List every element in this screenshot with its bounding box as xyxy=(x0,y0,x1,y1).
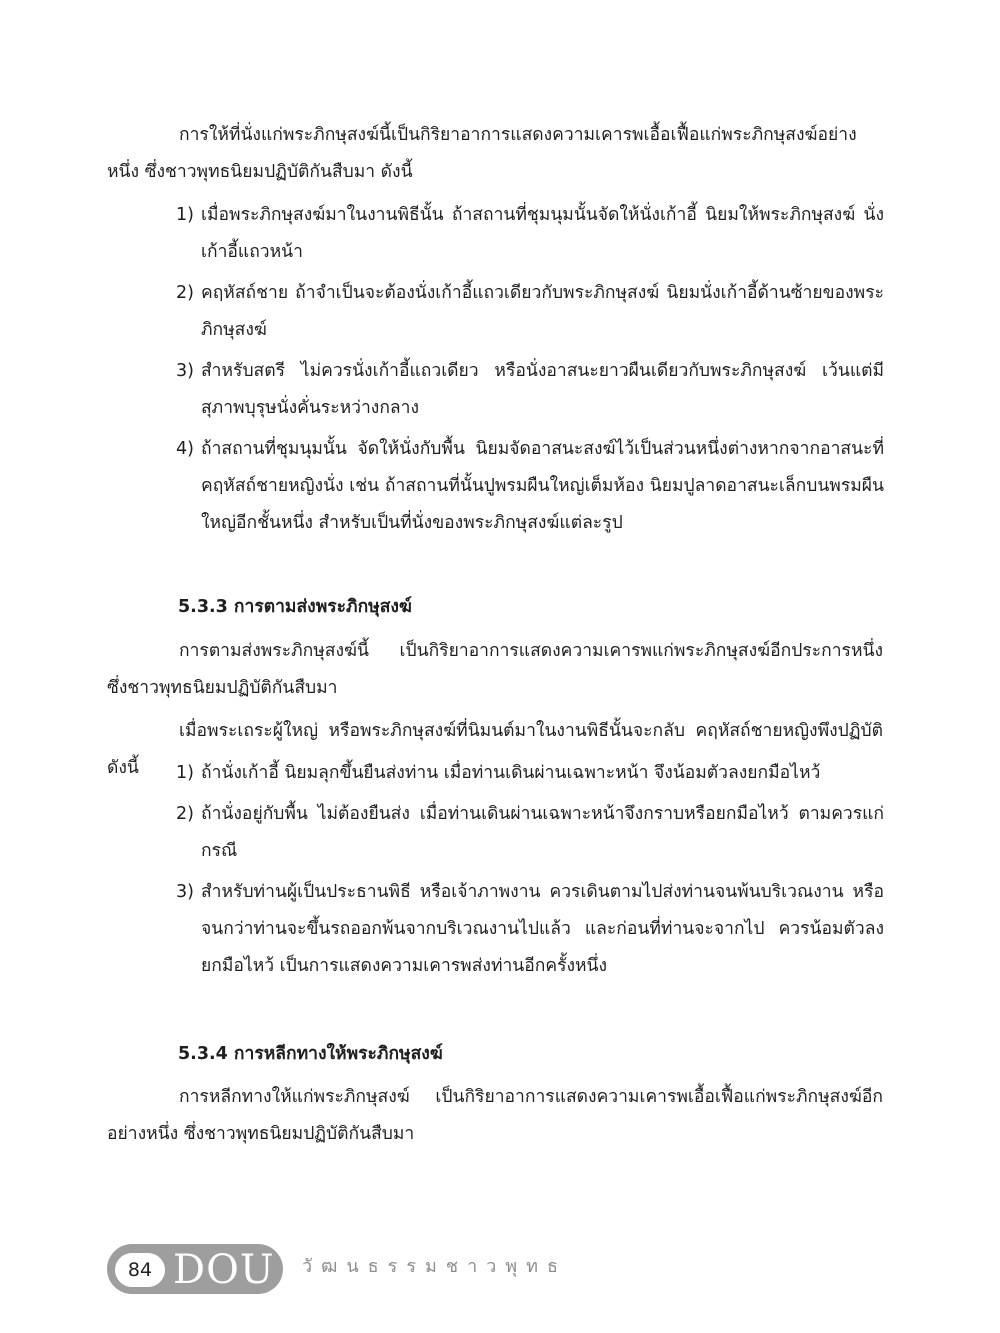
list-item-text: สำหรับสตรี ไม่ควรนั่งเก้าอี้แถวเดียว หรือนั่งอาสนะยาวผืนเดียวกับพระภิกษุสงฆ์ เว้นแต่มีสุภาพบุรุษนั่งคั่นระหว่างกลาง xyxy=(201,361,884,418)
section-heading-5-3-4: 5.3.4 การหลีกทางให้พระภิกษุสงฆ์ xyxy=(178,1044,443,1064)
section-heading-5-3-3: 5.3.3 การตามส่งพระภิกษุสงฆ์ xyxy=(178,597,412,617)
list-item-text: คฤหัสถ์ชาย ถ้าจำเป็นจะต้องนั่งเก้าอี้แถวเดียวกับพระภิกษุสงฆ์ นิยมนั่งเก้าอี้ด้านซ้ายของพระภิกษุสงฆ์ xyxy=(201,283,884,340)
list-item-text: ถ้านั่งเก้าอี้ นิยมลุกขึ้นยืนส่งท่าน เมื่อท่านเดินผ่านเฉพาะหน้า จึงน้อมตัวลงยกมือไหว้ xyxy=(201,763,821,783)
list-item xyxy=(176,796,884,870)
page-footer xyxy=(107,1240,707,1296)
section-5-3-4-paragraph-1: การหลีกทางให้แก่พระภิกษุสงฆ์ เป็นกิริยาอาการแสดงความเคารพเอื้อเฟื้อแก่พระภิกษุสงฆ์อีกอย่างหนึ่ง ซึ่งชาวพุทธนิยมปฏิบัติกันสืบมา xyxy=(107,1087,883,1144)
dou-logo: DOU xyxy=(173,1247,275,1293)
intro-list xyxy=(176,197,884,546)
list-item-number: 4) xyxy=(176,439,194,459)
section-5-3-3-list xyxy=(176,755,884,989)
list-item-number: 1) xyxy=(176,205,194,225)
list-item-number: 2) xyxy=(176,283,194,303)
section-5-3-3-paragraph-2: เมื่อพระเถระผู้ใหญ่ หรือพระภิกษุสงฆ์ที่นิมนต์มาในงานพิธีนั้นจะกลับ คฤหัสถ์ชายหญิงพึงปฏิบัติดังนี้ xyxy=(107,721,883,778)
page-number: 84 xyxy=(115,1253,165,1287)
list-item-number: 2) xyxy=(176,804,194,824)
list-item xyxy=(176,275,884,349)
dou-badge xyxy=(107,1244,283,1294)
list-item-text: สำหรับท่านผู้เป็นประธานพิธี หรือเจ้าภาพงาน ควรเดินตามไปส่งท่านจนพ้นบริเวณงาน หรือจนกว่าท่านจะขึ้นรถออกพ้นจากบริเวณงานไปแล้ว และก่อนที่ท่านจะจากไป ควรน้อมตัวลงยกมือไหว้ เป็นการแสดงความเคารพส่งท่านอีกครั้งหนึ่ง xyxy=(201,882,884,976)
list-item xyxy=(176,874,884,985)
list-item-number: 1) xyxy=(176,763,194,783)
list-item-text: ถ้าสถานที่ชุมนุมนั้น จัดให้นั่งกับพื้น นิยมจัดอาสนะสงฆ์ไว้เป็นส่วนหนึ่งต่างหากจากอาสนะที่คฤหัสถ์ชายหญิงนั่ง เช่น ถ้าสถานที่นั้นปูพรมผืนใหญ่เต็มห้อง นิยมปูลาดอาสนะเล็กบนพรมผืนใหญ่อีกชั้นหนึ่ง สำหรับเป็นที่นั่งของพระภิกษุสงฆ์แต่ละรูป xyxy=(201,439,884,533)
list-item-number: 3) xyxy=(176,882,194,902)
list-item xyxy=(176,353,884,427)
intro-paragraph: การให้ที่นั่งแก่พระภิกษุสงฆ์นี้เป็นกิริยาอาการแสดงความเคารพเอื้อเฟื้อแก่พระภิกษุสงฆ์อย่างหนึ่ง ซึ่งชาวพุทธนิยมปฏิบัติกันสืบมา ดังนี้ xyxy=(107,125,857,182)
list-item-number: 3) xyxy=(176,361,194,381)
section-5-3-3-paragraph-1: การตามส่งพระภิกษุสงฆ์นี้ เป็นกิริยาอาการแสดงความเคารพแก่พระภิกษุสงฆ์อีกประการหนึ่ง ซึ่งชาวพุทธนิยมปฏิบัติกันสืบมา xyxy=(107,641,883,698)
list-item xyxy=(176,197,884,271)
list-item-text: เมื่อพระภิกษุสงฆ์มาในงานพิธีนั้น ถ้าสถานที่ชุมนุมนั้นจัดให้นั่งเก้าอี้ นิยมให้พระภิกษุสงฆ์ นั่งเก้าอี้แถวหน้า xyxy=(201,205,884,262)
book-title: วัฒนธรรมชาวพุทธ xyxy=(302,1256,568,1277)
list-item xyxy=(176,755,884,792)
list-item-text: ถ้านั่งอยู่กับพื้น ไม่ต้องยืนส่ง เมื่อท่านเดินผ่านเฉพาะหน้าจึงกราบหรือยกมือไหว้ ตามควรแก่กรณี xyxy=(201,804,884,861)
list-item xyxy=(176,431,884,542)
